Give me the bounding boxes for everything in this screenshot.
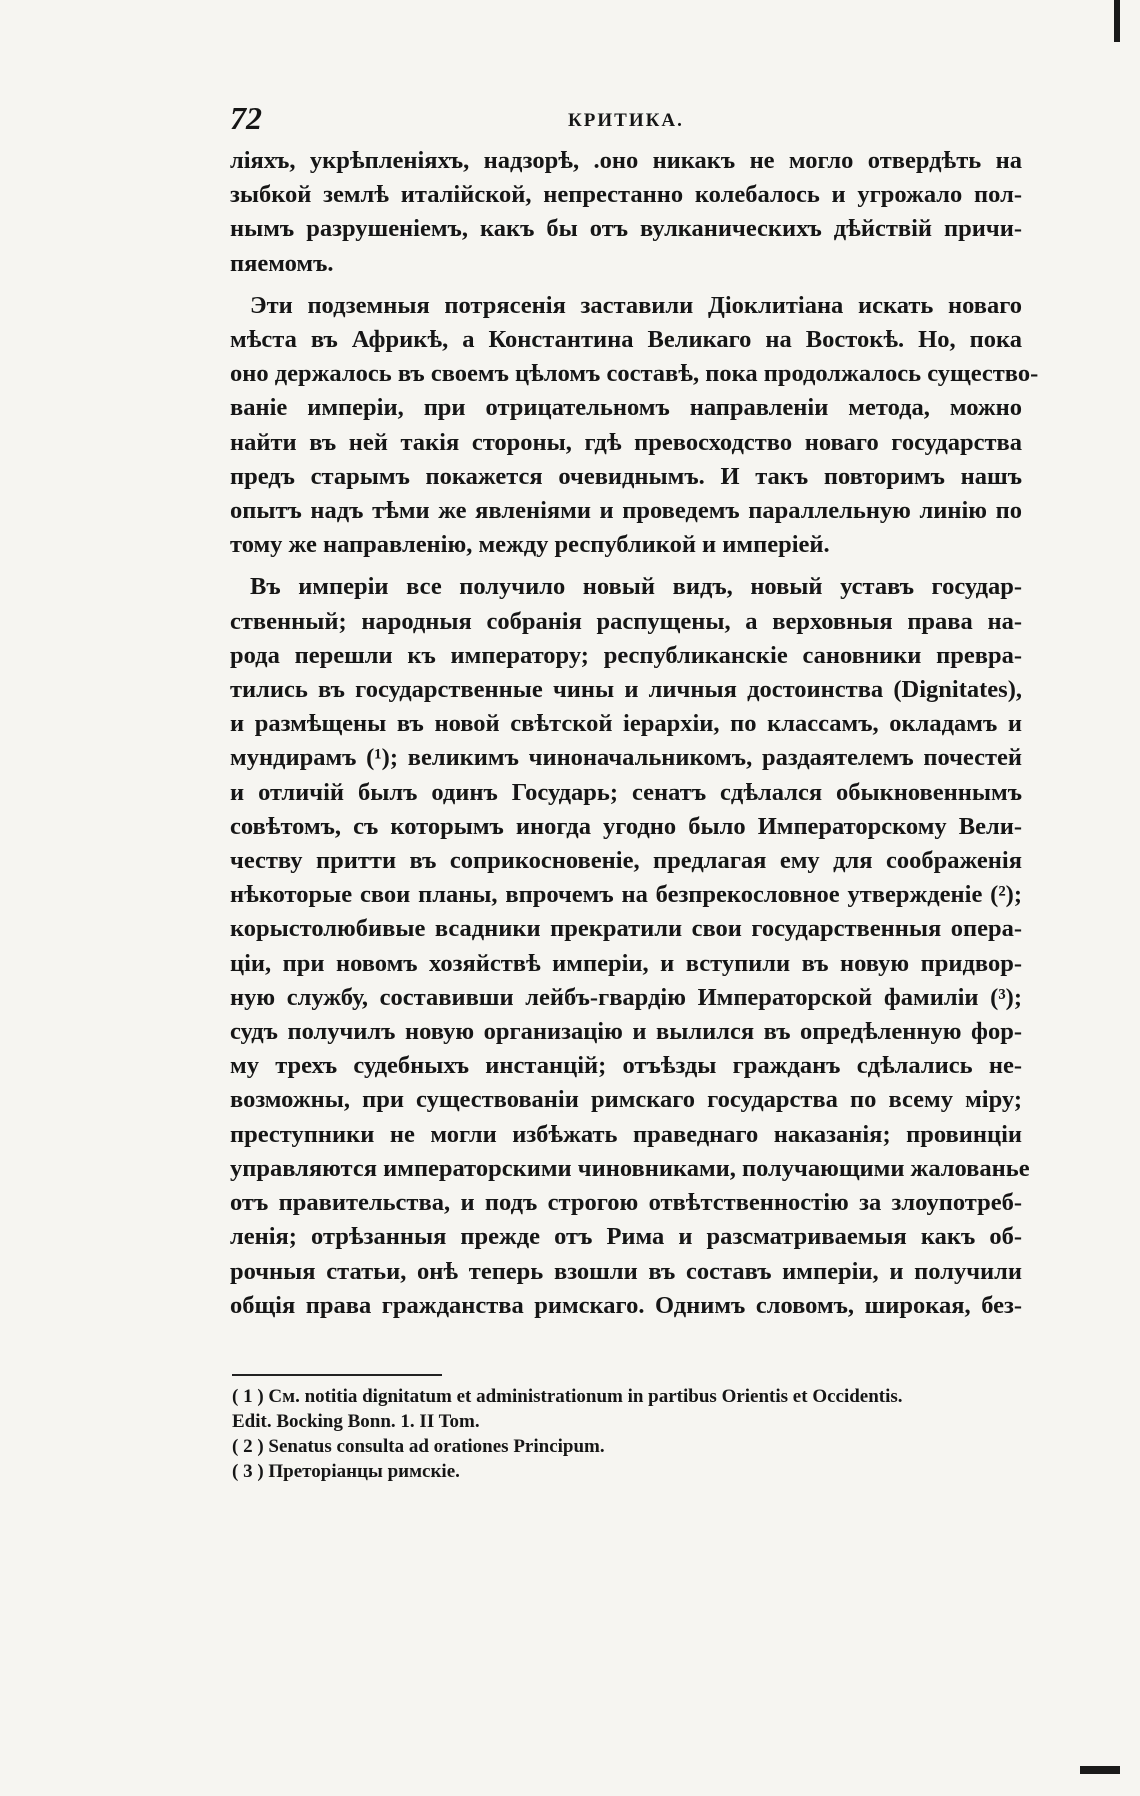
text-line: ліяхъ, укрѣпленіяхъ, надзорѣ, .оно никакъ не могло отвердѣть на [230, 147, 1022, 174]
text-line: зыбкой землѣ италійской, непрестанно колебалось и угрожало пол- [230, 181, 1022, 209]
footnote-2: ( 2 ) Senatus consulta ad orationes Principum. [232, 1436, 605, 1457]
text-line: оно держалось въ своемъ цѣломъ составѣ, пока продолжалось существо- [230, 360, 1039, 388]
text-line: отъ правительства, и подъ строгою отвѣтственностію за злоупотреб- [230, 1189, 1022, 1217]
text-line: преступники не могли избѣжать праведнаго наказанія; провинціи [230, 1120, 1022, 1148]
text-line: судъ получилъ новую организацію и вылился въ опредѣленную фор- [230, 1018, 1022, 1046]
text-line: опытъ надъ тѣми же явленіями и проведемъ параллельную линію по [230, 497, 1022, 525]
footnotes [232, 1384, 1022, 1484]
page-edge-mark-bottom [1080, 1766, 1120, 1774]
text-line: и размѣщены въ новой свѣтской іерархіи, по классамъ, окладамъ и [230, 710, 1022, 738]
page-edge-mark [1114, 0, 1120, 42]
footnote-3: ( 3 ) Преторіанцы римскіе. [232, 1461, 460, 1482]
footnote-1: ( 1 ) См. notitia dignitatum et administrationum in partibus Orientis et Occidentis. [232, 1386, 903, 1407]
text-line: ственный; народныя собранія распущены, а верховныя права на- [230, 607, 1022, 635]
text-line: ваніе имперіи, при отрицательномъ направленіи метода, можно [230, 394, 1022, 422]
text-line: и отличій былъ одинъ Государь; сенатъ сдѣлался обыкновеннымъ [230, 778, 1022, 806]
footnote-rule [232, 1374, 442, 1376]
text-line: ленія; отрѣзанныя прежде отъ Рима и разсматриваемыя какъ об- [230, 1223, 1022, 1251]
page-number: 72 [230, 100, 262, 136]
text-line: предъ старымъ покажется очевиднымъ. И такъ повторимъ нашъ [230, 462, 1022, 490]
text-line: тому же направленію, между республикой и имперіей. [230, 531, 830, 559]
text-line: му трехъ судебныхъ инстанцій; отъѣзды гражданъ сдѣлались не- [230, 1052, 1022, 1080]
text-line: рода перешли къ императору; республиканскіе сановники превра- [230, 641, 1022, 669]
running-head: КРИТИКА. [568, 110, 684, 131]
text-line: управляются императорскими чиновниками, получающими жалованье [230, 1154, 1030, 1182]
text-line: ціи, при новомъ хозяйствѣ имперіи, и вступили въ новую придвор- [230, 949, 1022, 977]
body-text [230, 144, 1039, 1323]
text-line: ную службу, составивши лейбъ-гвардію Императорской фамиліи (³); [230, 983, 1022, 1011]
text-line: рочныя статьи, онѣ теперь взошли въ составъ имперіи, и получили [230, 1257, 1022, 1285]
text-line: мѣста въ Африкѣ, а Константина Великаго на Востокѣ. Но, пока [230, 326, 1022, 354]
footnote-1-continued: Edit. Bocking Bonn. 1. II Tom. [232, 1411, 480, 1432]
paragraph-start-line: Эти подземныя потрясенія заставили Діоклитіана искать новаго [250, 291, 1022, 319]
paragraph-start-line: Въ имперіи все получило новый видъ, новый уставъ государ- [250, 573, 1022, 601]
text-line: нѣкоторые свои планы, впрочемъ на безпрекословное утвержденіе (²); [230, 881, 1022, 909]
text-line: возможны, при существованіи римскаго государства по всему міру; [230, 1086, 1022, 1114]
text-line: честву притти въ соприкосновеніе, предлагая ему для соображенія [230, 847, 1022, 875]
text-line: совѣтомъ, съ которымъ иногда угодно было Императорскому Вели- [230, 812, 1022, 840]
text-line: общія права гражданства римскаго. Однимъ словомъ, широкая, без- [230, 1291, 1022, 1319]
text-line: тились въ государственные чины и личныя достоинства (Dignitates), [230, 676, 1022, 704]
text-line: корыстолюбивые всадники прекратили свои государственныя опера- [230, 915, 1022, 943]
page-header [230, 100, 1030, 140]
text-line: мундирамъ (¹); великимъ чиноначальникомъ, раздаятелемъ почестей [230, 744, 1022, 772]
text-line: нымъ разрушеніемъ, какъ бы отъ вулканическихъ дѣйствій причи- [230, 215, 1022, 243]
text-line: пяемомъ. [230, 249, 334, 277]
text-line: найти въ ней такія стороны, гдѣ превосходство новаго государства [230, 428, 1022, 456]
